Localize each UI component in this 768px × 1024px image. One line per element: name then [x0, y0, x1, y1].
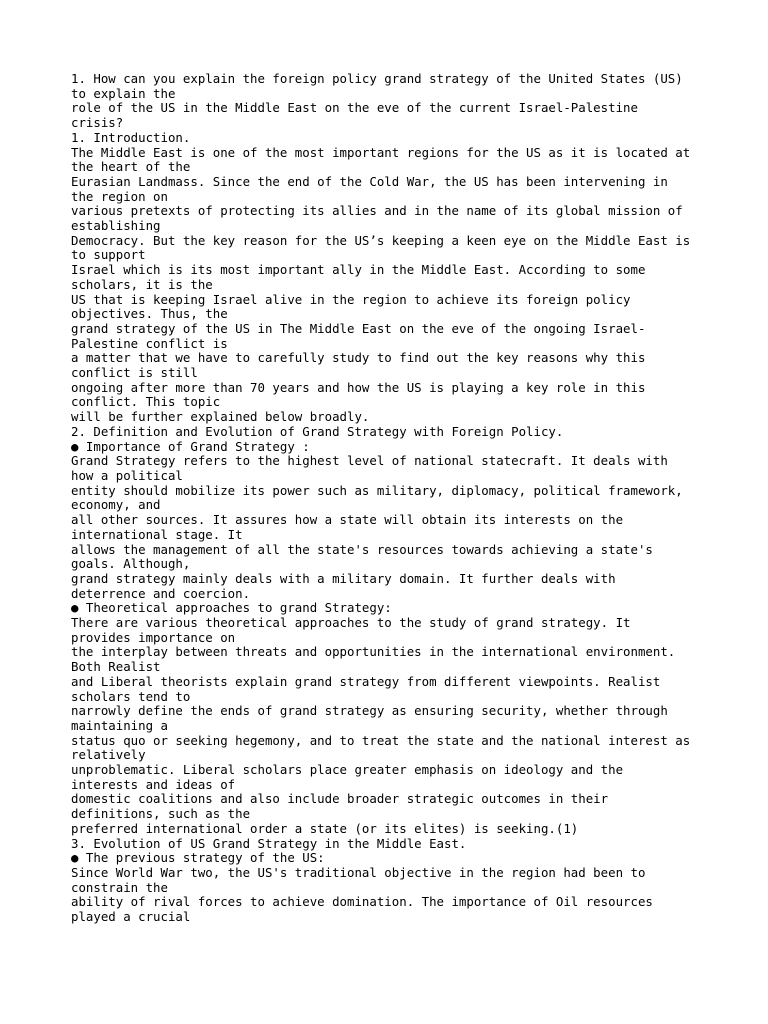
text-line: various pretexts of protecting its allies and in the name of its global mission of [71, 203, 683, 219]
text-line: a matter that we have to carefully study to find out the key reasons why this [71, 350, 646, 366]
text-line: the region on [71, 188, 168, 204]
text-line: and Liberal theorists explain grand strategy from different viewpoints. Realist [71, 673, 661, 689]
text-line: US that is keeping Israel alive in the region to achieve its foreign policy [71, 291, 631, 307]
text-line: Palestine conflict is [71, 335, 228, 351]
text-line: unproblematic. Liberal scholars place greater emphasis on ideology and the [71, 762, 624, 778]
text-line: 3. Evolution of US Grand Strategy in the Middle East. [71, 835, 467, 851]
document-body [71, 72, 711, 925]
text-line: Israel which is its most important ally in the Middle East. According to some [71, 262, 646, 278]
text-line: Eurasian Landmass. Since the end of the Cold War, the US has been intervening in [71, 173, 668, 189]
text-line: the heart of the [71, 159, 191, 175]
text-line: grand strategy of the US in The Middle East on the eve of the ongoing Israel- [71, 320, 646, 336]
text-line: interests and ideas of [71, 776, 236, 792]
text-line: status quo or seeking hegemony, and to treat the state and the national interest as [71, 732, 691, 748]
text-line: to support [71, 247, 146, 263]
text-line: relatively [71, 747, 146, 763]
text-line: 1. How can you explain the foreign policy grand strategy of the United States (US) [71, 71, 683, 86]
text-line: ongoing after more than 70 years and how the US is playing a key role in this [71, 379, 646, 395]
text-line: ● Importance of Grand Strategy : [71, 438, 310, 454]
text-line: constrain the [71, 879, 168, 895]
text-line: role of the US in the Middle East on the eve of the current Israel-Palestine [71, 100, 638, 116]
text-line: all other sources. It assures how a state will obtain its interests on the [71, 512, 624, 528]
text-line: maintaining a [71, 717, 168, 733]
text-line: ability of rival forces to achieve domination. The importance of Oil resources [71, 894, 653, 910]
text-line: the interplay between threats and opportunities in the international environment. [71, 644, 676, 660]
text-line: entity should mobilize its power such as military, diplomacy, political framework, [71, 482, 683, 498]
text-line: 1. Introduction. [71, 129, 191, 145]
text-line: scholars tend to [71, 688, 191, 704]
text-line: establishing [71, 218, 161, 234]
text-line: deterrence and coercion. [71, 585, 251, 601]
text-line: Grand Strategy refers to the highest level of national statecraft. It deals with [71, 453, 668, 469]
text-line: economy, and [71, 497, 161, 513]
text-line: allows the management of all the state's resources towards achieving a state's [71, 541, 653, 557]
text-line: There are various theoretical approaches to the study of grand strategy. It [71, 615, 631, 631]
text-line: domestic coalitions and also include broader strategic outcomes in their [71, 791, 609, 807]
text-line: provides importance on [71, 629, 236, 645]
text-line: ● The previous strategy of the US: [71, 850, 325, 866]
text-line: goals. Although, [71, 556, 191, 572]
text-line: conflict is still [71, 365, 198, 381]
text-line: to explain the [71, 85, 176, 101]
text-line: 2. Definition and Evolution of Grand Strategy with Foreign Policy. [71, 423, 564, 439]
text-line: played a crucial [71, 909, 191, 925]
text-line: crisis? [71, 115, 124, 131]
text-line: definitions, such as the [71, 806, 251, 822]
text-line: how a political [71, 467, 183, 483]
text-line: conflict. This topic [71, 394, 221, 410]
text-line: The Middle East is one of the most important regions for the US as it is located at [71, 144, 691, 160]
text-line: objectives. Thus, the [71, 306, 228, 322]
text-line: scholars, it is the [71, 276, 213, 292]
text-line: Both Realist [71, 659, 161, 675]
text-line: preferred international order a state (or its elites) is seeking.(1) [71, 820, 579, 836]
text-line: Since World War two, the US's traditional objective in the region had been to [71, 864, 646, 880]
text-line: international stage. It [71, 526, 243, 542]
text-line: grand strategy mainly deals with a military domain. It further deals with [71, 570, 616, 586]
text-line: Democracy. But the key reason for the US’s keeping a keen eye on the Middle East is [71, 232, 691, 248]
text-line: will be further explained below broadly. [71, 409, 370, 425]
text-line: narrowly define the ends of grand strategy as ensuring security, whether through [71, 703, 668, 719]
text-line: ● Theoretical approaches to grand Strategy: [71, 600, 392, 616]
